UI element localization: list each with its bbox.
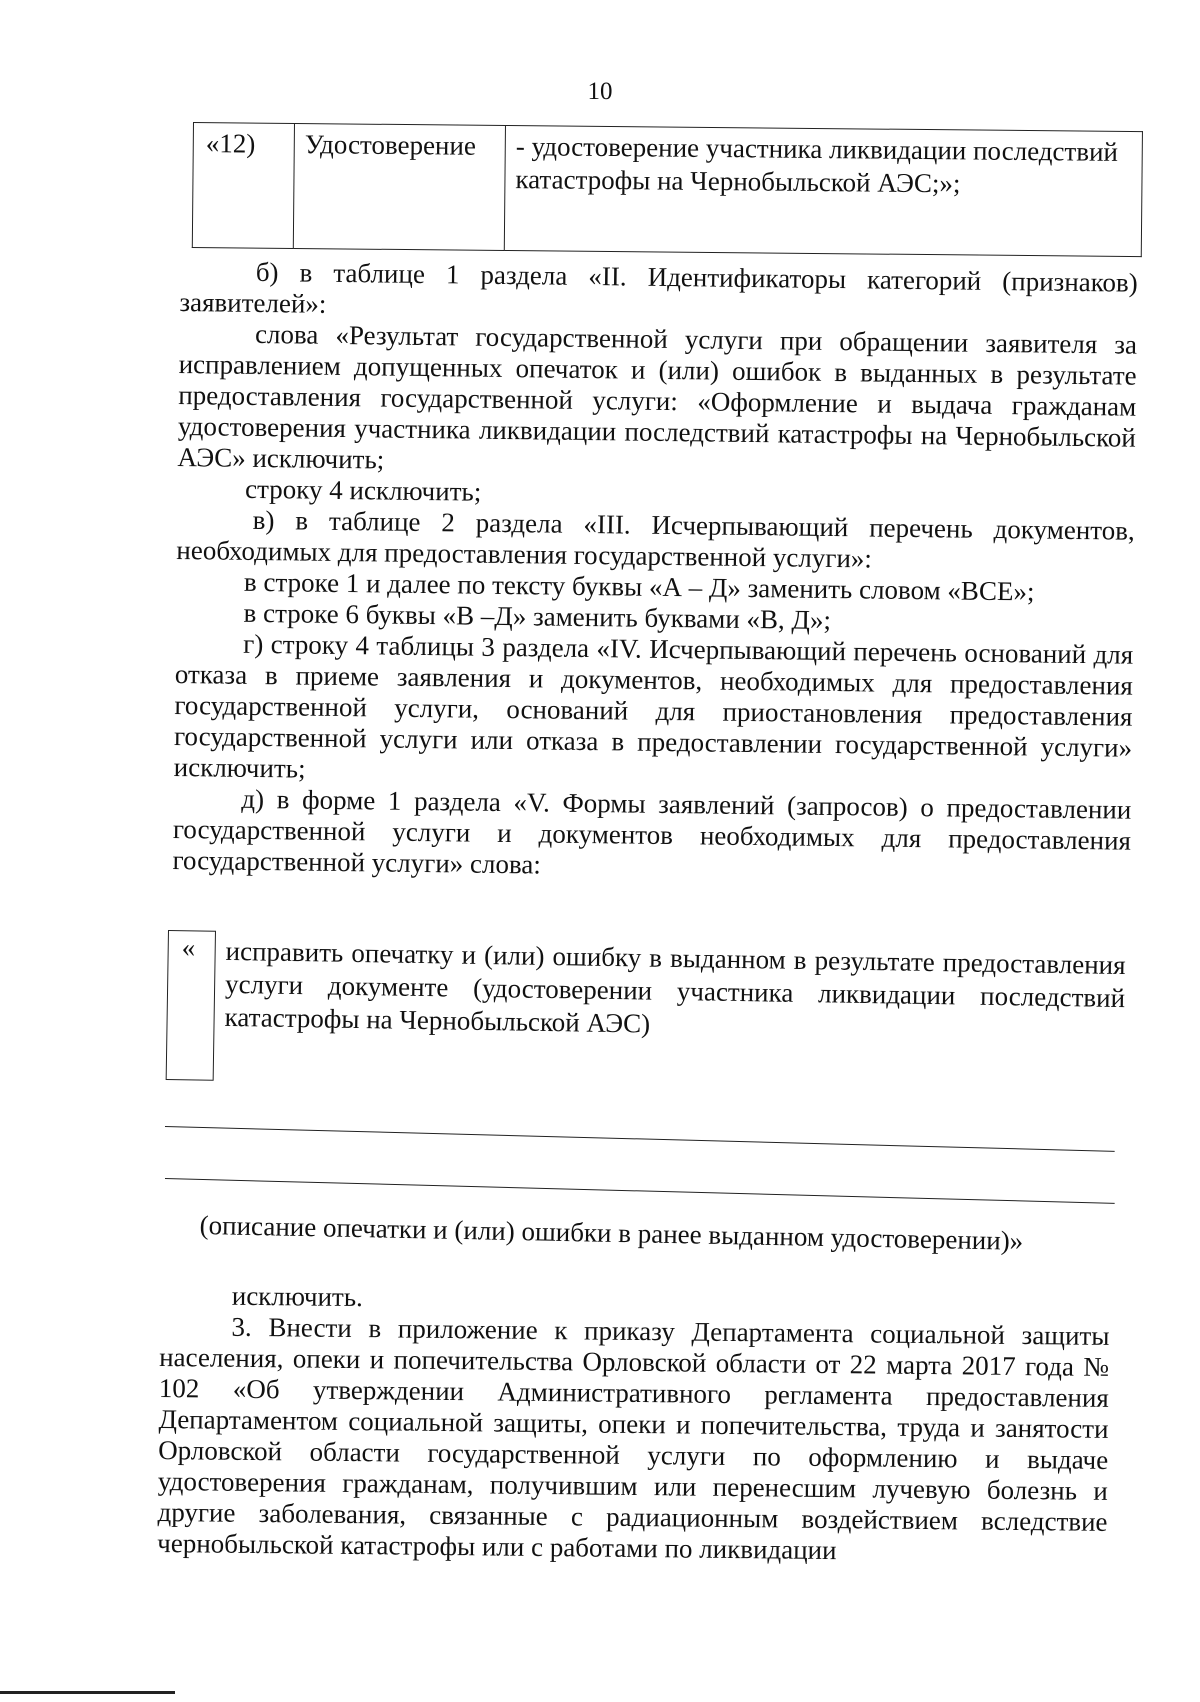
paragraph-v: в) в таблице 2 раздела «III. Исчерпывающий перечень документов, необходимых для предоставления государственной услуги»: (176, 504, 1135, 574)
amendments-section (172, 256, 1138, 888)
table-cell-document: Удостоверение (293, 123, 505, 250)
line-caption: (описание опечатки и (или) ошибки в ранее выданном удостоверении)» (199, 1210, 1024, 1256)
table-row (192, 123, 1142, 257)
form-fragment-text: исправить опечатку и (или) ошибку в выданном в результате предоставления услуги документе (удостоверении участника ликвидации последствий катастрофы на Чернобыльской АЭС) (224, 935, 1126, 1039)
paragraph-b: б) в таблице 1 раздела «II. Идентификаторы категорий (признаков) заявителей»: (179, 256, 1138, 319)
opening-quote: « (181, 932, 196, 963)
amendment-table (192, 122, 1143, 257)
paragraph-d: д) в форме 1 раздела «V. Формы заявлений (запросов) о предоставлении государственной услуги и документов необходимых для предоставления государственной услуги» слова: (172, 783, 1132, 880)
point-3-section (157, 1280, 1110, 1569)
page-number: 10 (587, 78, 613, 105)
paragraph-point-3: 3. Внести в приложение к приказу Департамента социальной защиты населения, опеки и попечительства Орловской области от 22 марта 2017 года № 102 «Об утверждении Административного регламента предоставления Департаментом социальной защиты, опеки и попечительства, труда и занятости Орловской области государственной услуги по оформлению и выдаче удостоверения гражданам, получившим или перенесшим лучевую болезнь и другие заболевания, связанные с радиационным воздействием вследствие чернобыльской катастрофы или с работами по ликвидации (157, 1311, 1110, 1566)
paragraph-g: г) строку 4 таблицы 3 раздела «IV. Исчерпывающий перечень оснований для отказа в приеме заявления и документов, необходимых для предоставления государственной услуги, оснований для приостановления предоставления государственной услуги или отказа в предоставлении государственной услуги» исключить; (173, 628, 1134, 784)
blank-line-2 (165, 1178, 1115, 1204)
table-cell-description: - удостоверение участника ликвидации последствий катастрофы на Чернобыльской АЭС;»; (504, 125, 1142, 256)
blank-line-1 (165, 1126, 1115, 1152)
paragraph-row6: в строке 6 буквы «В –Д» заменить буквами «В, Д»; (243, 597, 832, 635)
scan-artifact-line (0, 1691, 175, 1694)
table-cell-number: «12) (192, 123, 294, 249)
paragraph-words: слова «Результат государственной услуги при обращении заявителя за исправлением допущенных опечаток и (или) ошибок в выданных в результате предоставления государственной услуги: «Оформление и выдача гражданам удостоверения участника ликвидации последствий катастрофы на Чернобыльской АЭС» исключить; (177, 318, 1138, 475)
paragraph-row1: в строке 1 и далее по тексту буквы «А – Д» заменить словом «ВСЕ»; (243, 566, 1035, 607)
paragraph-exclude: исключить. (231, 1280, 364, 1313)
form-fragment (166, 930, 1128, 1095)
paragraph-row4: строку 4 исключить; (244, 473, 482, 507)
